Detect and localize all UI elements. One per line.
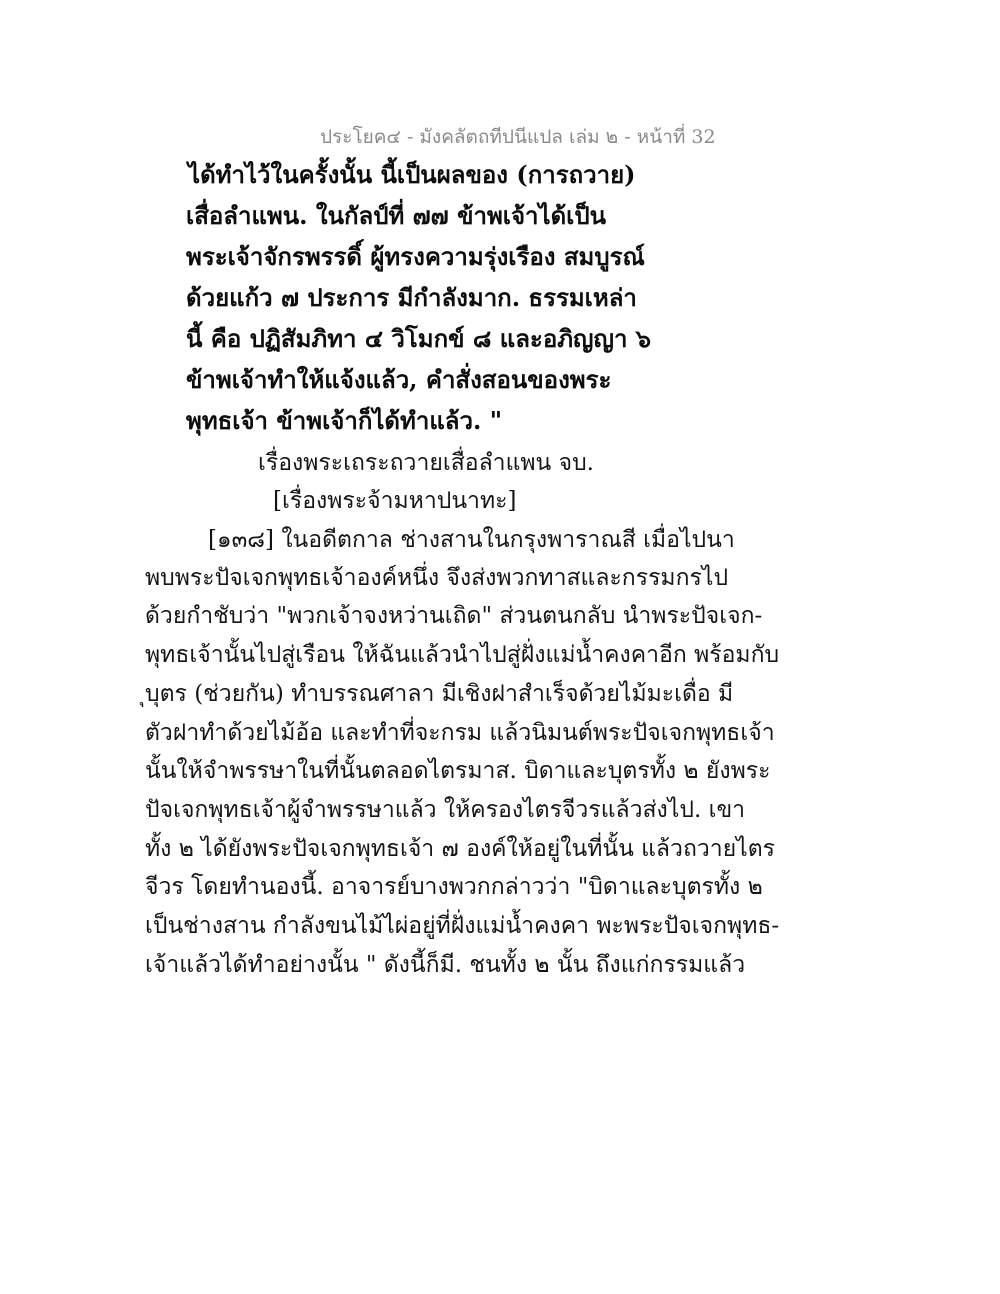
story-title: [เรื่องพระจ้ามหาปนาทะ]: [273, 488, 517, 514]
running-header: ประโยค๔ - มังคลัตถทีปนีแปล เล่ม ๒ - หน้าที่ 32: [320, 126, 716, 148]
body-line: ทั้ง ๒ ได้ยังพระปัจเจกพุทธเจ้า ๗ องค์ให้อยู่ในที่นั้น แล้วถวายไตร: [145, 836, 776, 862]
body-line: พุทธเจ้านั้นไปสู่เรือน ให้ฉันแล้วนำไปสู่ฝั่งแม่น้ำคงคาอีก พร้อมกับ: [145, 642, 780, 668]
body-line: เป็นช่างสาน กำลังขนไม้ไผ่อยู่ที่ฝั่งแม่น้ำคงคา พะพระปัจเจกพุทธ-: [145, 913, 780, 939]
body-line: ตัวฝาทำด้วยไม้อ้อ และทำที่จะกรม แล้วนิมนต์พระปัจเจกพุทธเจ้า: [145, 720, 775, 746]
body-line: นั้นให้จำพรรษาในที่นั้นตลอดไตรมาส. บิดาและบุตรทั้ง ๒ ยังพระ: [145, 758, 771, 784]
verse-line: ด้วยแก้ว ๗ ประการ มีกำลังมาก. ธรรมเหล่า: [186, 283, 637, 312]
verse-line: ข้าพเจ้าทำให้แจ้งแล้ว, คำสั่งสอนของพระ: [186, 365, 612, 394]
body-line: เจ้าแล้วได้ทำอย่างนั้น " ดังนี้ก็มี. ชนทั้ง ๒ นั้น ถึงแก่กรรมแล้ว: [145, 952, 746, 978]
body-line: ด้วยกำชับว่า "พวกเจ้าจงหว่านเถิด" ส่วนตนกลับ นำพระปัจเจก-: [145, 603, 763, 629]
body-line: จีวร โดยทำนองนี้. อาจารย์บางพวกกล่าวว่า "บิดาและบุตรทั้ง ๒: [145, 874, 763, 900]
verse-line: ได้ทำไว้ในครั้งนั้น นี้เป็นผลของ (การถวาย): [188, 160, 636, 189]
body-line: พบพระปัจเจกพุทธเจ้าองค์หนึ่ง จึงส่งพวกทาสและกรรมกรไป: [145, 565, 729, 591]
verse-line: พระเจ้าจักรพรรดิ์ ผู้ทรงความรุ่งเรือง สมบูรณ์: [186, 242, 645, 271]
verse-line: เสื่อลำแพน. ในกัลป์ที่ ๗๗ ข้าพเจ้าได้เป็น: [186, 201, 607, 230]
body-line: [๑๓๘] ในอดีตกาล ช่างสานในกรุงพาราณสี เมื่อไปนา: [208, 527, 735, 553]
story-end-line: เรื่องพระเถระถวายเสื่อลำแพน จบ.: [258, 450, 594, 476]
verse-line: พุทธเจ้า ข้าพเจ้าก็ได้ทำแล้ว. ": [186, 406, 503, 435]
body-line: ุบุตร (ช่วยกัน) ทำบรรณศาลา มีเชิงฝาสำเร็จด้วยไม้มะเดื่อ มี: [145, 681, 734, 707]
verse-line: นี้ คือ ปฏิสัมภิทา ๔ วิโมกข์ ๘ และอภิญญา ๖: [186, 324, 652, 353]
body-line: ปัจเจกพุทธเจ้าผู้จำพรรษาแล้ว ให้ครองไตรจีวรแล้วส่งไป. เขา: [145, 797, 746, 823]
